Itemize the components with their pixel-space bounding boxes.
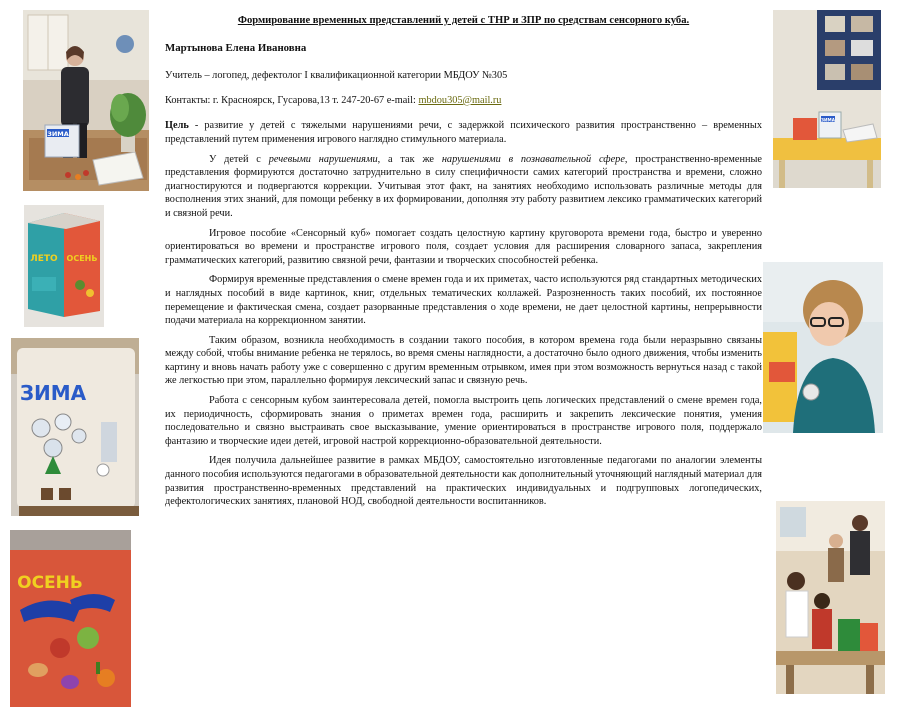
paragraph-1 [165,153,762,221]
email-link[interactable]: mbdou305@mail.ru [418,94,502,106]
photo-kids-activity [776,501,885,694]
photo-teacher [23,10,149,191]
goal-label: Цель [165,120,189,132]
cube-summer-label: ЛЕТО [30,254,58,264]
paragraph-4: Таким образом, возникла необходимость в создании такого пособия, в котором времена года были неразрывно связаны между собой, чтобы внимание ребенка не терялось, во время смены наглядности, а достаточно было одного движения, чтобы изменить картину и вновь начать работу уже с совершенно с другим временным отрывком, имея при этом возможность вернуться назад с такой же легкостью при этом, параллельно формируя лексический запас и связную речь. [165,334,762,387]
cube-autumn-label: ОСЕНЬ [66,254,98,263]
autumn-cube-label: ОСЕНЬ [17,573,83,593]
paragraph-2: Игровое пособие «Сенсорный куб» помогает создать целостную картину круговорота времени года, быстро и уверенно ориентироваться во времени и пространстве игрового поля, создает условия для расширения словарного запаса, закрепления грамматических категорий, развитию связной речи, фантазии и творческих способностей ребенка. [165,227,762,266]
paragraph-6: Идея получила дальнейшее развитие в рамках МБДОУ, самостоятельно изготовленные педагогами по аналогии элементы данного пособия используются педагогами в образовательной деятельности как дополнительный уточняющий наглядный материал для развития пространственно-временных представлений на практических индивидуальных и подгрупповых логопедических, дефектологических занятиях, плановой НОД, свободной деятельности воспитанников. [165,455,762,508]
winter-cube-label: ЗИМА [19,381,87,405]
photo-girl-glasses [763,262,883,433]
article [165,14,762,515]
goal-paragraph [165,119,762,146]
winter-box-text: ЗИМА [821,117,835,123]
page-title: Формирование временных представлений у детей с ТНР и ЗПР по средствам сенсорного куба. [237,15,690,26]
contacts [165,94,762,108]
p1-part-a: У детей с [209,153,269,165]
photo-classroom-table [773,10,881,188]
paragraph-5: Работа с сенсорным кубом заинтересовала детей, помогла выстроить цепь логических представлений о смене времен года, их периодичность, сформировать знания о приметах времен года, расширить и закрепить лексические понятия, умения последовательно и связно выстраивать свое высказывание, умение ориентироваться в пространстве игрового поля, поддержало фантазию и творческие идеи детей, игровой настрой коррекционно-образовательной деятельности. [165,395,762,447]
goal-text: - развитие у детей с тяжелыми нарушениями речи, с задержкой психического развития пространственно – временных представлений путем применения игрового наглядно стимульного материала. [165,120,762,145]
p1-part-b: , а так же [377,153,442,165]
p1-emphasis-2: нарушениями в познавательной сфере [441,153,625,165]
photo-winter-cube [11,338,139,516]
winter-sign-text: ЗИМА [47,130,69,138]
author-position: Учитель – логопед, дефектолог I квалификационной категории МБДОУ №305 [165,70,508,82]
p1-emphasis-1: речевыми нарушениями [268,153,378,165]
photo-autumn-cube [10,530,131,707]
photo-cube-seasons [24,205,104,327]
paragraph-3: Формируя временные представления о смене времен года и их приметах, часто используются ряд стандартных методических и наглядных пособий в виде картинок, книг, отдельных тематических коллажей. Разрозненность таких пособий, их постоянное перемещение и фактическая смена, создает разорванные представления о ходе времени, не дает целостной картины, непрерывности подачи материала на коррекционном занятии. [165,274,762,327]
author-name: Мартынова Елена Ивановна [165,41,307,54]
contacts-text: Контакты: г. Красноярск, Гусарова,13 т. 247-20-67 e-mail: [165,94,419,106]
p1-part-c: , пространственно-временные представления формируются достаточно затруднительно в силу специфичности самих категорий пространства и времени, сложно диагностируются и подвергаются коррекции. Учитывая этот факт, на занятиях необходимо использовать различные методы для восполнения этих знаний, для помощи ребенку в их формировании, дополняя эту работу развитием лексико грамматических категорий и связной речи. [165,153,762,219]
